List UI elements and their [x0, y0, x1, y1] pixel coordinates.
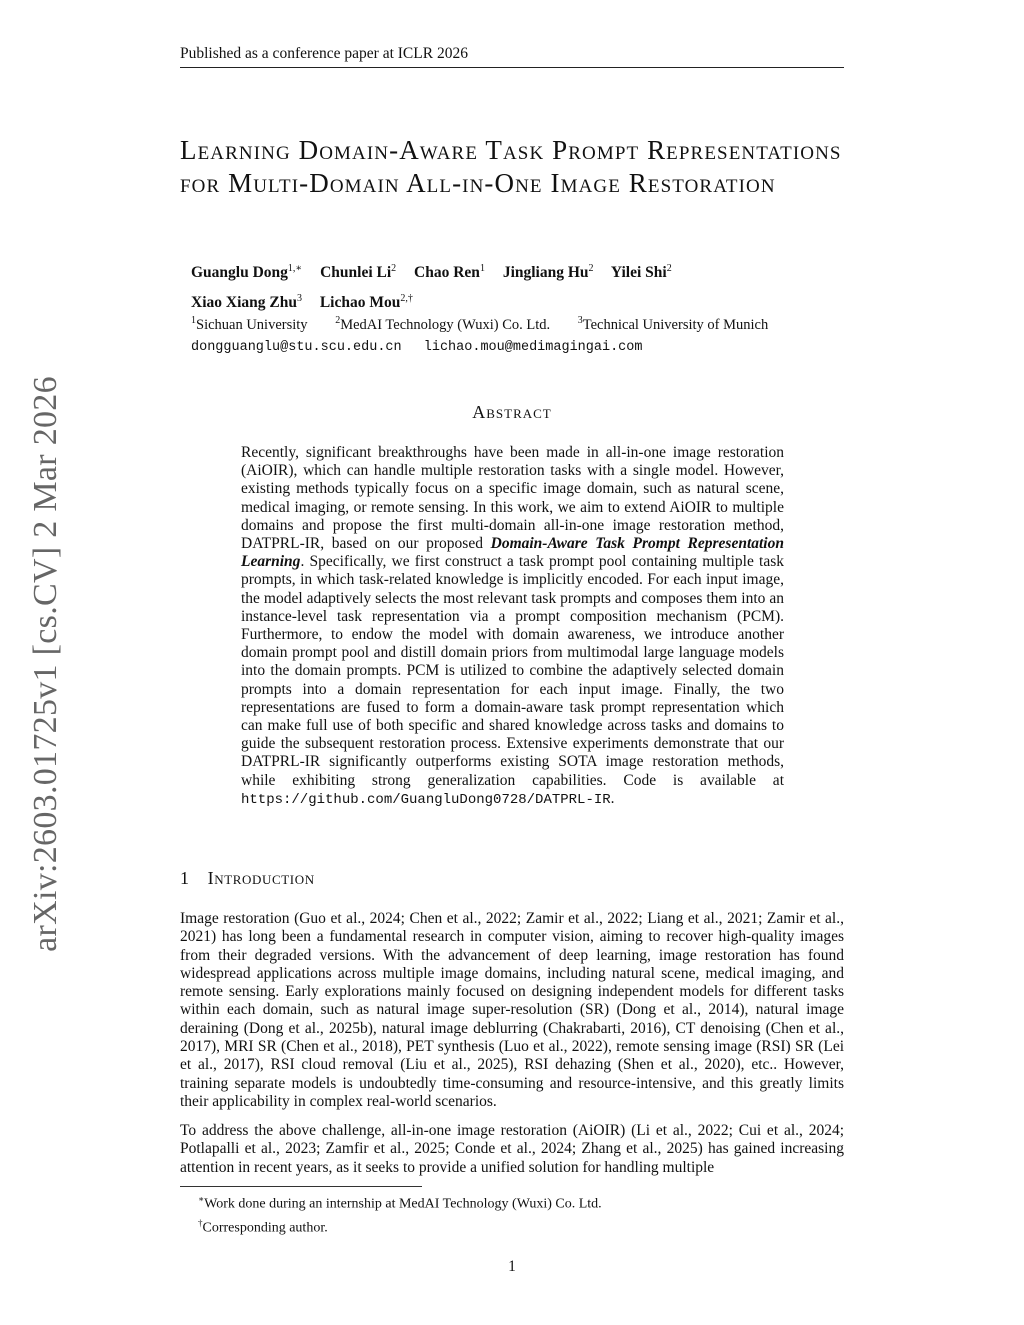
email[interactable]: dongguanglu@stu.scu.edu.cn: [191, 340, 402, 355]
author-list: [191, 256, 851, 316]
footnote: †Corresponding author.: [198, 1217, 328, 1236]
author: Yilei Shi$^2$: [610, 263, 672, 282]
method-name: Domain-Aware Task Prompt Representation Learning: [241, 535, 784, 571]
abstract-body: Recently, significant breakthroughs have been made in all-in-one image restoration (AiOIR), which can handle multiple restoration tasks with a single model. However, existing methods typically focus on a specific image domain, such as natural scene, medical imaging, or remote sensing. In this work, we aim to extend AiOIR to multiple domains and propose the first multi-domain all-in-one image restoration method, DATPRL-IR, based on our proposed Domain-Aware Task Prompt Representation Learning. Specifically, we first construct a task prompt pool containing multiple task prompts, in which task-related knowledge is implicitly encoded. For each input image, the model adaptively selects the most relevant task prompts and composes them into an instance-level task representation via a prompt composition mechanism (PCM). Furthermore, to endow the model with domain awareness, we introduce another domain prompt pool and distill domain priors from multimodal large language models into the domain prompts. PCM is utilized to combine the adaptively selected domain prompts into a domain representation for each input image. Finally, the two representations are fused to form a domain-aware task prompt representation which can make full use of both specific and shared knowledge across tasks and domains to guide the subsequent restoration process. Extensive experiments demonstrate that our DATPRL-IR significantly outperforms existing SOTA image restoration methods, while exhibiting strong generalization capabilities. Code is available at https://github.com/GuangluDong0728/DATPRL-IR.: [241, 444, 784, 808]
author: Guanglu Dong$^{1,∗}$: [191, 263, 303, 282]
author: Chao Ren$^1$: [414, 263, 485, 282]
section-title: Introduction: [207, 868, 315, 888]
affiliation: $^2$MedAI Technology (Wuxi) Co. Ltd.: [335, 315, 551, 333]
footnote-divider: [180, 1186, 422, 1187]
author: Chunlei Li$^2$: [320, 263, 397, 282]
abstract-heading: Abstract: [472, 402, 552, 422]
arxiv-sidebar: [20, 378, 72, 950]
author: Lichao Mou$^{2,\dagger}$: [319, 293, 413, 312]
contact-emails: [191, 338, 851, 358]
paper-title: Learning Domain-Aware Task Prompt Representations for Multi-Domain All-in-One Image Restoration: [180, 135, 842, 198]
footnote: ∗Work done during an internship at MedAI Technology (Wuxi) Co. Ltd.: [198, 1194, 602, 1212]
running-header: Published as a conference paper at ICLR 2026: [180, 44, 844, 68]
intro-paragraph: Image restoration (Guo et al., 2024; Chen et al., 2022; Zamir et al., 2022; Liang et al., 2021; Zamir et al., 2021) has long been a fundamental research in computer vision, aiming to recover high-quality images from their degraded versions. With the advancement of deep learning, image restoration has found widespread applications across multiple image domains, including natural scene, medical imaging, and remote sensing. Early explorations mainly focused on designing independent models for different tasks within each domain, such as natural image super-resolution (SR) (Dong et al., 2014), natural image deraining (Dong et al., 2025b), natural image deblurring (Chakrabarti, 2016), CT denoising (Chen et al., 2017), MRI SR (Chen et al., 2018), PET synthesis (Luo et al., 2022), remote sensing image (RSI) SR (Lei et al., 2017), RSI cloud removal (Liu et al., 2025), RSI dehazing (Shen et al., 2020), etc.. However, training separate models is undoubtedly time-consuming and resource-intensive, and this greatly limits their applicability in complex real-world scenarios.: [180, 910, 844, 1110]
section-heading-introduction: [180, 868, 844, 889]
affiliation: $^1$Sichuan University: [191, 315, 308, 333]
affiliation: $^3$Technical University of Munich: [577, 315, 769, 333]
code-link[interactable]: https://github.com/GuangluDong0728/DATPRL-IR: [241, 791, 611, 808]
affiliations: [191, 310, 851, 336]
email[interactable]: lichao.mou@medimagingai.com: [423, 340, 643, 355]
author: Xiao Xiang Zhu$^3$: [191, 293, 302, 312]
page-number: 1: [508, 1258, 516, 1275]
footnotes: [198, 1190, 838, 1237]
intro-paragraph: To address the above challenge, all-in-one image restoration (AiOIR) (Li et al., 2022; Cui et al., 2024; Potlapalli et al., 2023; Zamfir et al., 2025; Conde et al., 2024; Zhang et al., 2025) has gained increasing attention in recent years, as it seeks to provide a unified solution for handling multiple: [180, 1122, 844, 1176]
author: Jingliang Hu$^2$: [502, 263, 594, 282]
arxiv-identifier: arXiv:2603.01725v1 [cs.CV] 2 Mar 2026: [27, 376, 64, 952]
section-number: 1: [180, 868, 190, 888]
